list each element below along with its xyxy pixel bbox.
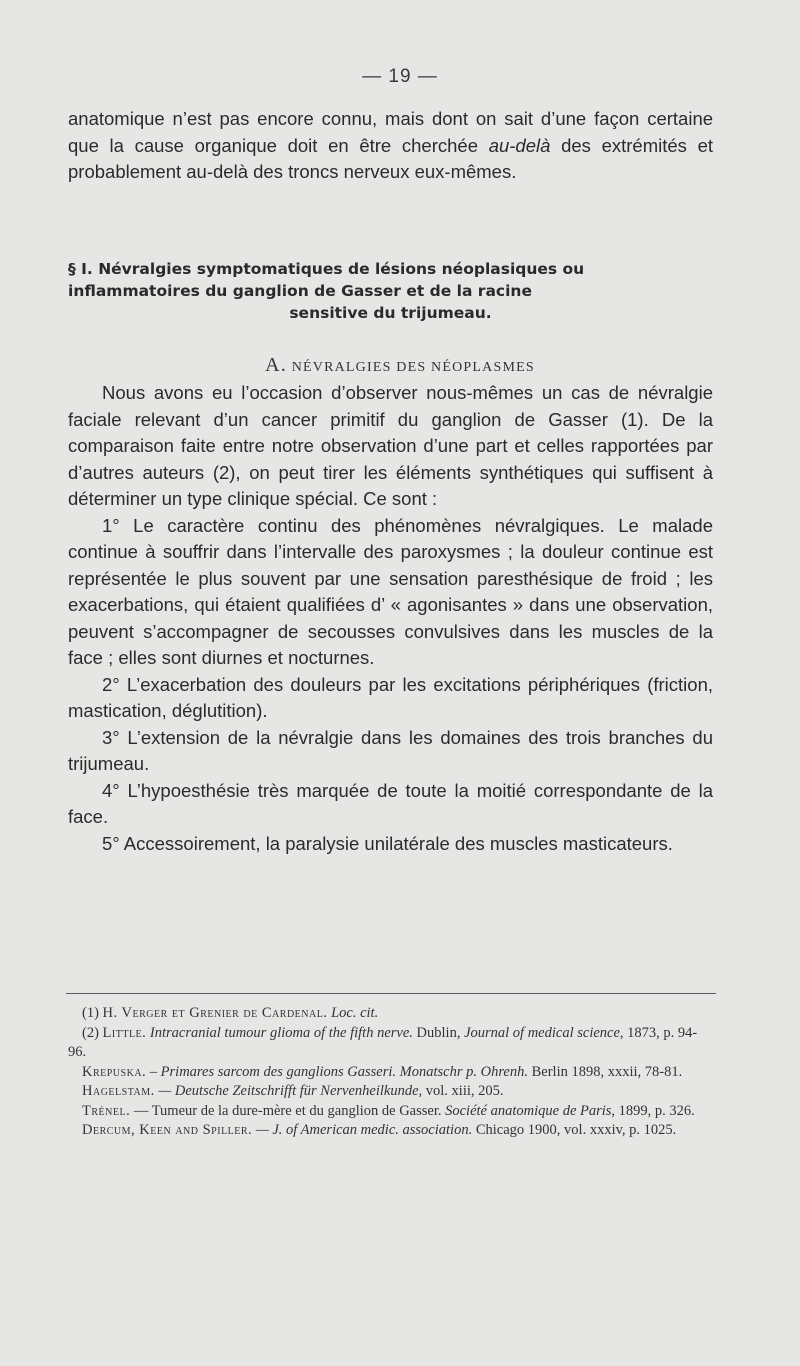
page-number: — 19 — xyxy=(362,66,438,87)
subheading-text: NÉVRALGIES DES NÉOPLASMES xyxy=(291,360,535,375)
footnote: Krepuska. – Primares sarcom des ganglions Gasseri. Monatschr p. Ohrenh. Berlin 1898, xxxii, 78-81. xyxy=(82,1063,683,1080)
subheading xyxy=(0,354,800,377)
subheading-letter: A. xyxy=(265,354,287,376)
intro-line-1: anatomique n’est pas encore connu, mais dont on sait d’une xyxy=(68,108,587,129)
paragraph: 2° L’exacerbation des douleurs par les excitations périphériques (friction, mastication, déglutition). xyxy=(68,673,713,721)
paragraph: Nous avons eu l’occasion d’observer nous-mêmes un cas de névralgie faciale relevant d’un cancer primitif du ganglion de Gasser (1). De la comparaison faite entre notre observation d’une part et celles rapportées par d’autres auteurs (2), on peut tirer les éléments synthétiques qui suffisent à déterminer un type clinique spécial. Ce sont : xyxy=(68,382,713,509)
footnote-divider xyxy=(66,993,716,994)
paragraph: 3° L’extension de la névralgie dans les domaines des trois branches du trijumeau. xyxy=(68,726,713,774)
footnote: (1) H. Verger et Grenier de Cardenal. Loc. cit. xyxy=(82,1005,379,1021)
section-title xyxy=(68,258,713,324)
footnotes xyxy=(68,1004,713,1141)
intro-line-2: façon certaine que la cause organique doit en être cherchée xyxy=(68,108,714,156)
intro-paragraph xyxy=(68,106,713,186)
intro-line-4: nerveux eux-mêmes. xyxy=(343,161,517,182)
footnote: Trénel. — Tumeur de la dure-mère et du ganglion de Gasser. Société anatomique de Paris, 1899, p. 326. xyxy=(82,1102,695,1119)
section-title-line2: sensitive du trijumeau. xyxy=(289,304,492,322)
footnote: Hagelstam. — Deutsche Zeitschrifft für Nervenheilkunde, vol. xiii, 205. xyxy=(82,1083,504,1099)
paragraph: 5° Accessoirement, la paralysie unilatérale des muscles masticateurs. xyxy=(102,832,673,854)
footnote: (2) Little. Intracranial tumour glioma of the fifth nerve. Dublin, Journal of medical science, 1873, p. 94-96. xyxy=(68,1024,698,1060)
intro-italic: au-delà xyxy=(488,134,551,156)
paragraph: 4° L’hypoesthésie très marquée de toute la moitié correspondante de la face. xyxy=(68,779,713,827)
intro-line-3: des extrémités et probablement au-delà des troncs xyxy=(68,134,713,182)
footnote: Dercum, Keen and Spiller. — J. of American medic. association. Chicago 1900, vol. xxxiv, p. 1025. xyxy=(82,1122,677,1138)
section-title-line1: § I. Névralgies symptomatiques de lésions néoplasiques ou inflammatoires du ganglion de Gasser et de la racine xyxy=(68,260,585,300)
paragraph: 1° Le caractère continu des phénomènes névralgiques. Le malade continue à souffrir dans l’intervalle des paroxysmes ; la douleur continue est représentée le plus souvent par une sensation paresthésique de froid ; les exacerbations, qui étaient qualifiées d’ « agonisantes » dans une observation, peuvent s’accompagner de secousses convulsives dans les muscles de la face ; elles sont diurnes et nocturnes. xyxy=(68,514,713,668)
main-text xyxy=(68,380,713,857)
